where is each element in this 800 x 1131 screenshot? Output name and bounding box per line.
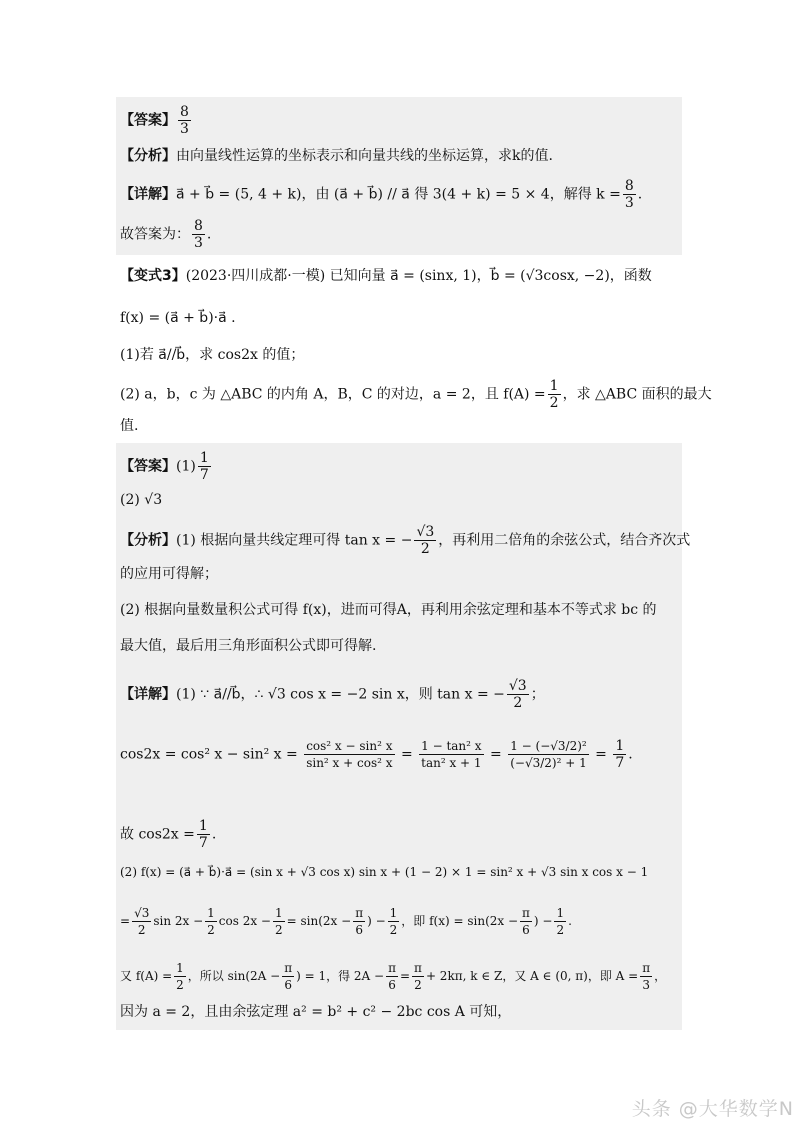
p2-cos-derivation: cos2x = cos² x − sin² x = $\frac{\text{cos² x − sin² x}}{\text{sin² x + cos² x}}$ = $\frac{\text{1 − tan² x}}{\text{tan² x + 1}}$ = $\frac{\text{1 − (−√3/2)²}}{\text{(−√3/2)² + 1}}$ = $\frac{1}{7}$ . (120, 738, 633, 771)
detail-label: 【详解】 (120, 186, 176, 203)
answer-fraction: $\frac{8}{3}$ (180, 104, 189, 137)
variant-line-1: 【变式3】(2023·四川成都·一模) 已知向量 a⃗ = (sinx, 1)，b⃗ = (√3cosx, −2)，函数 (120, 268, 652, 284)
p2-analysis-2a: (2) 根据向量数量积公式可得 f(x)，进而可得A，再利用余弦定理和基本不等式求 bc 的 (120, 602, 657, 618)
p1-analysis-line (120, 146, 553, 166)
p2-detail-3: 又 f(A) = $\frac{1}{2}$ ，所以 sin(2A − $\frac{\pi}{6}$ ) = 1，得 2A − $\frac{\pi}{6}$ = $\frac{\pi}{2}$ + 2kπ, k ∈ Z，又 A ∈ (0, π)，即 A = $\frac{\pi}{3}$ ， (120, 961, 667, 992)
analysis-label: 【分析】 (120, 148, 176, 164)
p2-analysis-2b: 最大值，最后用三角形面积公式即可得解. (120, 638, 377, 654)
detail-text: a⃗ + b⃗ = (5, 4 + k)，由 (a⃗ + b⃗) // a⃗ 得 3(4 + k) = 5 × 4，解得 k = (176, 186, 621, 203)
watermark: 头条 @大华数学N (631, 1098, 794, 1120)
p2-analysis-1: 【分析】(1) 根据向量共线定理可得 tan x = − $\frac{√3}{2}$ ，再利用二倍角的余弦公式，结合齐次式 (120, 524, 691, 557)
conclusion-fraction: $\frac{8}{3}$ (194, 218, 203, 251)
p2-answer-2: (2) √3 (120, 492, 163, 508)
q2-fraction: $\frac{1}{2}$ (549, 378, 559, 411)
p1-conclusion-line: 故答案为： $\frac{8}{3}$ . (120, 218, 212, 251)
p1-answer-line (120, 104, 193, 137)
p2-detail-2b: = $\frac{√3}{2}$ sin 2x − $\frac{1}{2}$ cos 2x − $\frac{1}{2}$ = sin(2x − $\frac{\pi}{6}$ ) − $\frac{1}{2}$ ，即 f(x) = sin(2x − $\frac{\pi}{6}$ ) − $\frac{1}{2}$ . (120, 906, 572, 937)
p1-detail-line: 【详解】a⃗ + b⃗ = (5, 4 + k)，由 (a⃗ + b⃗) // a⃗ 得 3(4 + k) = 5 × 4，解得 k = $\frac{8}{3}$ . (120, 178, 643, 211)
p2-detail-2a: (2) f(x) = (a⃗ + b⃗)·a⃗ = (sin x + √3 cos x) sin x + (1 − 2) × 1 = sin² x + √3 sin x cos x − 1 (120, 865, 649, 879)
variant-label: 【变式3】 (120, 268, 186, 284)
p2-detail-4: 因为 a = 2，且由余弦定理 a² = b² + c² − 2bc cos A 可知， (120, 1004, 512, 1020)
p2-analysis-1b: 的应用可得解； (120, 566, 218, 582)
variant-question-2-end: 值. (120, 418, 139, 434)
variant-question-1: (1)若 a⃗//b⃗，求 cos2x 的值； (120, 347, 305, 363)
p2-answer-line: 【答案】(1) $\frac{1}{7}$ (120, 450, 209, 483)
answer-label: 【答案】 (120, 112, 176, 129)
p2-detail-1: 【详解】(1) ∵ a⃗//b⃗，∴ √3 cos x = −2 sin x，则 tan x = − $\frac{√3}{2}$ ； (120, 678, 545, 711)
p2-cos-conclusion: 故 cos2x = $\frac{1}{7}$ . (120, 818, 217, 851)
variant-line-2: f(x) = (a⃗ + b⃗)·a⃗ . (120, 310, 236, 326)
analysis-text: 由向量线性运算的坐标表示和向量共线的坐标运算，求k的值. (176, 148, 553, 164)
detail-fraction: $\frac{8}{3}$ (624, 178, 634, 211)
variant-question-2: (2) a，b，c 为 △ABC 的内角 A，B，C 的对边，a = 2，且 f(A) = $\frac{1}{2}$ ，求 △ABC 面积的最大 (120, 378, 712, 411)
conclusion-text: 故答案为： (120, 226, 190, 243)
